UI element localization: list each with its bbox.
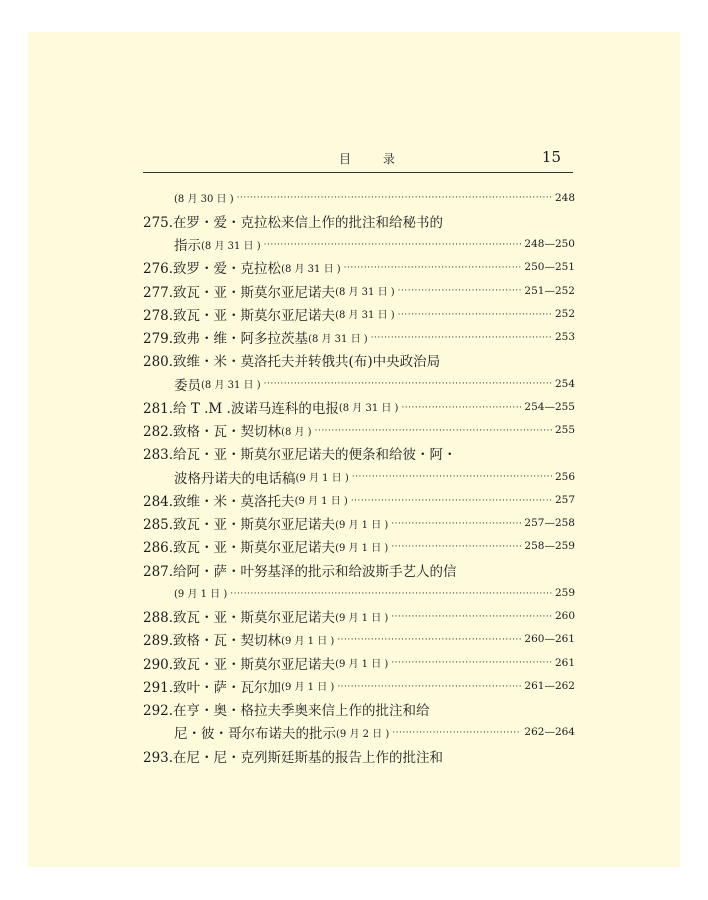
- toc-entry-title: 波格丹诺夫的电话稿: [174, 470, 296, 487]
- toc-entry-title: 277.致瓦・亚・斯莫尔亚尼诺夫: [143, 284, 336, 301]
- toc-entry-date: (9 月 2 日 ): [336, 728, 390, 740]
- toc-page-ref: 248: [554, 191, 575, 204]
- toc-entry-date: (9 月 1 日 ): [294, 496, 348, 508]
- section-title: 目 录: [339, 152, 409, 166]
- page-number: 15: [541, 148, 561, 166]
- toc-entry: [143, 209, 575, 232]
- toc-entry-title: 285.致瓦・亚・斯莫尔亚尼诺夫: [143, 517, 336, 534]
- toc-entry: [143, 674, 575, 697]
- dot-leader: [391, 612, 552, 628]
- toc-entry: [143, 395, 575, 418]
- table-of-contents: [143, 186, 575, 767]
- toc-entry-title: 281.给 T .M .波诺马连科的电报: [143, 400, 339, 417]
- toc-entry: [143, 628, 575, 651]
- toc-entry: [143, 535, 575, 558]
- toc-entry: [143, 512, 575, 535]
- toc-entry: [143, 442, 575, 465]
- toc-entry-title: 283.给瓦・亚・斯莫尔亚尼诺夫的便条和给彼・阿・: [143, 447, 457, 464]
- toc-page-ref: 257: [554, 493, 575, 506]
- toc-entry: [143, 279, 575, 302]
- dot-leader: [401, 403, 521, 419]
- toc-entry-date: (9 月 1 日 ): [281, 682, 335, 694]
- toc-entry-title: 278.致瓦・亚・斯莫尔亚尼诺夫: [143, 307, 336, 324]
- toc-entry-date: (8 月 31 日 ): [201, 240, 261, 252]
- toc-entry-title: 293.在尼・尼・克列斯廷斯基的报告上作的批注和: [143, 749, 444, 766]
- toc-continuation-line: [143, 581, 575, 604]
- toc-entry-date: (9 月 1 日 ): [295, 473, 349, 485]
- toc-entry-date: (9 月 1 日 ): [335, 612, 389, 624]
- dot-leader: [237, 193, 552, 209]
- toc-page-ref: 253: [554, 331, 575, 344]
- dot-leader: [392, 728, 521, 744]
- toc-entry-date: (9 月 1 日 ): [174, 589, 228, 601]
- toc-continuation-line: [143, 465, 575, 488]
- toc-page-ref: 254: [554, 377, 575, 390]
- dot-leader: [391, 658, 552, 674]
- toc-entry-title: 指示: [174, 238, 201, 255]
- toc-page-ref: 257—258: [524, 517, 575, 530]
- toc-page-ref: 261—262: [524, 679, 575, 692]
- toc-page-ref: 260: [554, 610, 575, 623]
- toc-entry: [143, 488, 575, 511]
- toc-entry-title: 288.致瓦・亚・斯莫尔亚尼诺夫: [143, 610, 336, 627]
- toc-entry-title: 279.致弗・维・阿多拉茨基: [143, 331, 309, 348]
- toc-page-ref: 250—251: [524, 261, 575, 274]
- toc-continuation-line: [143, 233, 575, 256]
- dot-leader: [391, 542, 521, 558]
- toc-entry: [143, 605, 575, 628]
- dot-leader: [344, 263, 522, 279]
- dot-leader: [371, 333, 552, 349]
- toc-page-ref: 259: [554, 586, 575, 599]
- toc-continuation-line: [143, 372, 575, 395]
- dot-leader: [230, 589, 552, 605]
- toc-entry-date: (9 月 1 日 ): [335, 519, 389, 531]
- toc-entry-date: (9 月 1 日 ): [335, 659, 389, 671]
- toc-entry: [143, 419, 575, 442]
- dot-leader: [391, 519, 521, 535]
- toc-entry-date: (9 月 1 日 ): [281, 635, 335, 647]
- dot-leader: [352, 472, 552, 488]
- toc-entry: [143, 256, 575, 279]
- dot-leader: [264, 379, 552, 395]
- toc-entry: [143, 302, 575, 325]
- toc-page-ref: 256: [554, 470, 575, 483]
- toc-page-ref: 251—252: [524, 284, 575, 297]
- toc-entry-date: (8 月 ): [281, 426, 312, 438]
- toc-page-ref: 258—259: [524, 540, 575, 553]
- toc-entry-date: (8 月 31 日 ): [201, 380, 261, 392]
- toc-page-ref: 252: [554, 307, 575, 320]
- toc-entry: [143, 349, 575, 372]
- toc-continuation-line: [143, 186, 575, 209]
- toc-entry-title: 275.在罗・爱・克拉松来信上作的批注和给秘书的: [143, 214, 444, 231]
- toc-page-ref: 260—261: [524, 633, 575, 646]
- toc-entry-title: 287.给阿・萨・叶努基泽的批示和给波斯手艺人的信: [143, 563, 457, 580]
- toc-entry-date: (8 月 31 日 ): [338, 403, 399, 415]
- toc-page-ref: 248—250: [524, 238, 575, 251]
- toc-entry-date: (8 月 31 日 ): [335, 287, 395, 299]
- dot-leader: [315, 426, 552, 442]
- toc-entry-date: (8 月 31 日 ): [281, 263, 341, 275]
- toc-entry-title: 尼・彼・哥尔布诺夫的批示: [174, 726, 336, 743]
- toc-page-ref: 254—255: [524, 400, 575, 413]
- toc-continuation-line: [143, 721, 575, 744]
- page-header: [143, 150, 573, 173]
- toc-entry-title: 291.致叶・萨・瓦尔加: [143, 679, 282, 696]
- toc-entry-title: 276.致罗・爱・克拉松: [143, 261, 282, 278]
- dot-leader: [398, 286, 522, 302]
- toc-page-ref: 262—264: [524, 726, 575, 739]
- dot-leader: [337, 682, 521, 698]
- toc-entry-title: 280.致维・米・莫洛托夫并转俄共(布)中央政治局: [143, 354, 441, 371]
- toc-entry: [143, 326, 575, 349]
- toc-entry-title: 284.致维・米・莫洛托夫: [143, 493, 295, 510]
- toc-page-ref: 261: [554, 656, 575, 669]
- toc-entry-title: 286.致瓦・亚・斯莫尔亚尼诺夫: [143, 540, 336, 557]
- toc-entry-date: (8 月 31 日 ): [335, 310, 395, 322]
- dot-leader: [337, 635, 521, 651]
- toc-entry: [143, 698, 575, 721]
- dot-leader: [264, 240, 522, 256]
- toc-entry-title: 292.在亨・奥・格拉夫季奥来信上作的批注和给: [143, 703, 430, 720]
- toc-page-ref: 255: [554, 424, 575, 437]
- toc-entry-title: 290.致瓦・亚・斯莫尔亚尼诺夫: [143, 656, 336, 673]
- toc-entry: [143, 651, 575, 674]
- toc-entry-date: (8 月 30 日 ): [174, 194, 234, 206]
- toc-entry-title: 282.致格・瓦・契切林: [143, 424, 282, 441]
- toc-entry-title: 委员: [174, 377, 201, 394]
- toc-entry-title: 289.致格・瓦・契切林: [143, 633, 282, 650]
- toc-entry-date: (9 月 1 日 ): [335, 542, 389, 554]
- dot-leader: [351, 496, 552, 512]
- toc-entry: [143, 558, 575, 581]
- toc-entry: [143, 744, 575, 767]
- toc-entry-date: (8 月 31 日 ): [308, 333, 368, 345]
- dot-leader: [398, 310, 552, 326]
